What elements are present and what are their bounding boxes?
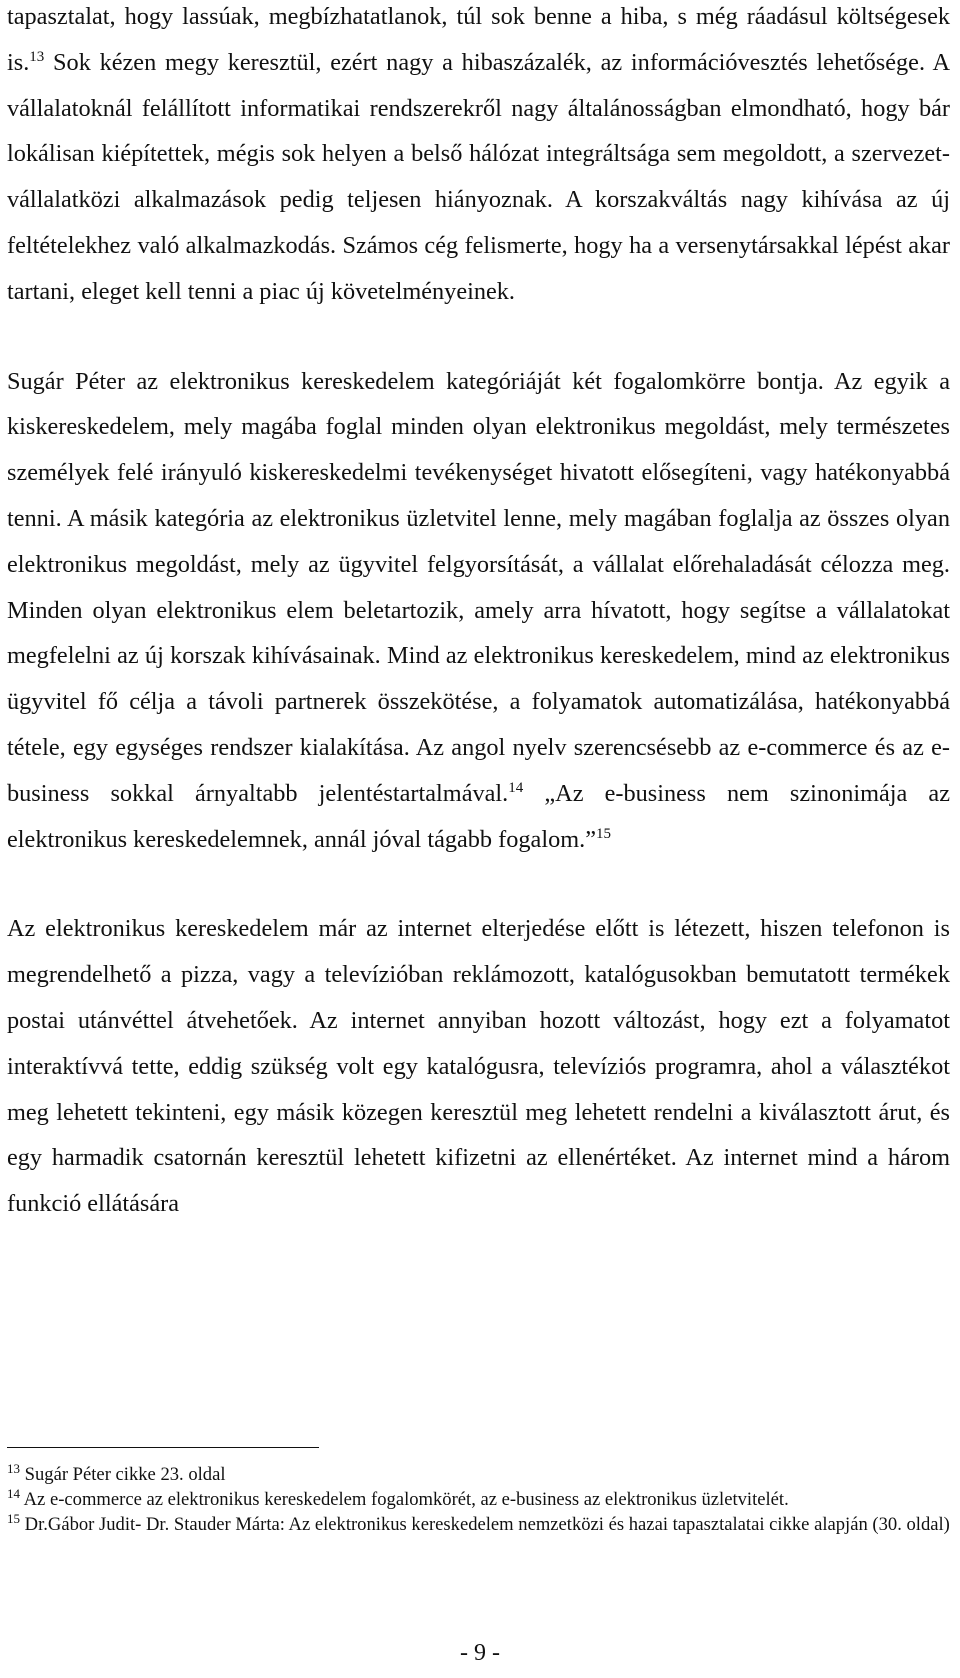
- paragraph-2: [7, 359, 950, 863]
- document-body: [7, 0, 950, 1227]
- footnote-15: [7, 1512, 950, 1537]
- paragraph-3: [7, 906, 950, 1227]
- footnotes: [7, 1447, 950, 1537]
- footnote-separator: [7, 1447, 319, 1448]
- footnote-ref-15[interactable]: 15: [596, 825, 611, 842]
- footnote-number: 14: [7, 1485, 20, 1501]
- footnote-14: [7, 1487, 950, 1512]
- paragraph-1: [7, 0, 950, 315]
- footnote-ref-14[interactable]: 14: [508, 779, 524, 796]
- paragraph-text: Az elektronikus kereskedelem már az internet elterjedése előtt is létezett, hiszen telefonon is megrendelhető a pizza, vagy a televízióban reklámozott, katalógusokban bemutatott termékek postai utánvéttel átvehetőek. Az internet annyiban hozott változást, hogy ezt a folyamatot interaktívvá tette, eddig szükség volt egy katalógusra, televíziós programra, ahol a választékot meg lehetett tekinteni, egy másik közegen keresztül meg lehetett rendelni a kiválasztott árut, és egy harmadik csatornán keresztül lehetett kifizetni az ellenértéket. Az internet mind a három funkció ellátására: [7, 915, 950, 1218]
- footnote-13: [7, 1462, 950, 1487]
- paragraph-text: tapasztalat, hogy lassúak, megbízhatatlanok, túl sok benne a hiba, s még ráadásul költségesek is.: [7, 3, 950, 76]
- paragraph-text: „Az e-business nem szinonimája az elektronikus kereskedelemnek, annál jóval tágabb fogalom.”: [7, 779, 950, 853]
- footnote-number: 13: [7, 1460, 20, 1476]
- page-number: - 9 -: [460, 1640, 500, 1666]
- footnote-ref-13[interactable]: 13: [29, 48, 45, 65]
- paragraph-text: Sugár Péter az elektronikus kereskedelem kategóriáját két fogalomkörre bontja. Az egyik a kiskereskedelem, mely magába foglal minden olyan elektronikus megoldást, mely természetes személyek felé irányuló kiskereskedelmi tevékenységet hivatott elősegíteni, vagy hatékonyabbá tenni. A másik kategória az elektronikus üzletvitel lenne, mely magában foglalja az összes olyan elektronikus megoldást, mely az ügyvitel felgyorsítását, a vállalat előrehaladását célozza meg. Minden olyan elektronikus elem beletartozik, amely arra hívatott, hogy segítse a vállalatokat megfelelni az új korszak kihívásainak. Mind az elektronikus kereskedelem, mind az elektronikus ügyvitel fő célja a távoli partnerek összekötése, a folyamatok automatizálása, hatékonyabbá tétele, egy egységes rendszer kialakítása. Az angol nyelv szerencsésebb az e-commerce és az e-business sokkal árnyaltabb jelentéstartalmával.: [7, 367, 950, 807]
- paragraph-text: Sok kézen megy keresztül, ezért nagy a hibaszázalék, az információvesztés lehetősége. A vállalatoknál felállított informatikai rendszerekről nagy általánosságban elmondható, hogy bár lokálisan kiépítettek, mégis sok helyen a belső hálózat integráltsága sem megoldott, a szervezet-vállalatközi alkalmazások pedig teljesen hiányoznak. A korszakváltás nagy kihívása az új feltételekhez való alkalmazkodás. Számos cég felismerte, hogy ha a versenytársakkal lépést akar tartani, eleget kell tenni a piac új követelményeinek.: [7, 48, 950, 305]
- footnote-text: Sugár Péter cikke 23. oldal: [20, 1464, 226, 1485]
- footnote-number: 15: [7, 1510, 20, 1526]
- footnote-text: Dr.Gábor Judit- Dr. Stauder Márta: Az elektronikus kereskedelem nemzetközi és hazai tapasztalatai cikke alapján (30. oldal): [20, 1514, 950, 1535]
- footnote-text: Az e-commerce az elektronikus kereskedelem fogalomkörét, az e-business az elektronikus üzletvitelét.: [20, 1489, 789, 1510]
